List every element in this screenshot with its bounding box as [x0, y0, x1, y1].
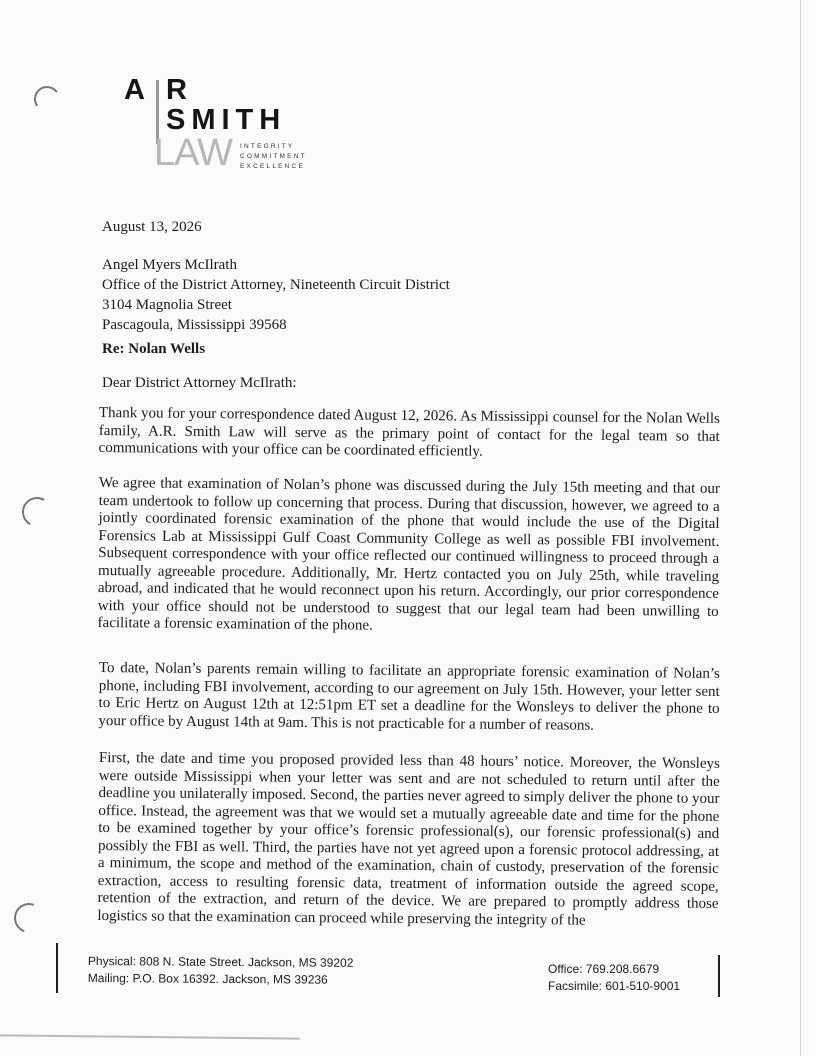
body-paragraph-2: We agree that examination of Nolan’s phone was discussed during the July 15th meeting and that our team undertook to follow up concerning that process. During that discussion, however, we agreed to a jointly coordinated forensic examination of the phone that would include the use of the Digital Forensics Lab at Mississippi Gulf Coast Community College as well as possible FBI involvement. Subsequent correspondence with your office reflected our continued willingness to proceed through a mutually agreeable procedure. Additionally, Mr. Hertz contacted you on July 25th, while traveling abroad, and indicated that he would reconnect upon his return. Accordingly, our prior correspondence with your office should not be understood to suggest that our legal team had been unwilling to facilitate a forensic examination of the phone.: [97, 475, 720, 634]
footer-contact: [548, 961, 680, 995]
logo-letter-a: A: [124, 74, 146, 106]
subject-line: Re: Nolan Wells: [102, 341, 206, 357]
letter-date: August 13, 2026: [102, 219, 202, 235]
recipient-city: Pascagoula, Mississippi 39568: [102, 317, 287, 333]
logo-smith: SMITH: [166, 104, 287, 136]
logo-letter-r: R: [166, 74, 188, 106]
logo-tag-commitment: COMMITMENT: [240, 153, 307, 160]
firm-logo: [122, 74, 332, 184]
footer-mailing-address: Mailing: P.O. Box 16392. Jackson, MS 39236: [87, 970, 328, 987]
footer-divider-left: [56, 943, 58, 993]
scan-edge-bottom: [0, 1034, 300, 1039]
footer-addresses: [88, 953, 354, 989]
punch-hole-middle: [19, 494, 56, 531]
punch-hole-top: [32, 84, 62, 114]
salutation: Dear District Attorney McIlrath:: [102, 375, 297, 391]
recipient-address: [102, 255, 450, 335]
recipient-name: Angel Myers McIlrath: [102, 257, 237, 273]
logo-tagline: [240, 142, 307, 172]
footer-office-phone: Office: 769.208.6679: [548, 962, 660, 976]
body-paragraph-4: First, the date and time you proposed provided less than 48 hours’ notice. Moreover, the Wonsleys were outside Mississippi when your letter was sent and are not scheduled to return until after the deadline you unilaterally imposed. Second, the parties never agreed to simply deliver the phone to your office. Instead, the agreement was that we would set a mutually agreeable date and time for the phone to be examined together by your office’s forensic professional(s), our forensic professional(s) and possibly the FBI as well. Third, the parties have not yet agreed upon a forensic protocol addressing, at a minimum, the scope and method of the examination, chain of custody, preservation of the forensic extraction, access to resulting forensic data, treatment of information outside the agreed scope, retention of the extraction, and return of the device. We are prepared to promptly address those logistics so that the examination can proceed while preserving the integrity of the: [97, 750, 720, 929]
logo-tag-integrity: INTEGRITY: [240, 143, 295, 150]
footer-divider-right: [718, 955, 720, 997]
footer-physical-address: Physical: 808 N. State Street. Jackson, MS 39202: [87, 954, 354, 970]
recipient-street: 3104 Magnolia Street: [102, 297, 232, 313]
logo-law: LAW: [154, 132, 232, 174]
punch-hole-bottom: [9, 898, 49, 938]
body-paragraph-3: To date, Nolan’s parents remain willing to facilitate an appropriate forensic examination of Nolan’s phone, including FBI involvement, according to our agreement on July 15th. However, your letter sent to Eric Hertz on August 12th at 12:51pm ET set a deadline for the Wonsleys to deliver the phone to your office by August 14th at 9am. This is not practicable for a number of reasons.: [98, 660, 720, 734]
footer-fax: Facsimile: 601-510-9001: [548, 979, 681, 993]
body-paragraph-1: Thank you for your correspondence dated August 12, 2026. As Mississippi counsel for the Nolan Wells family, A.R. Smith Law will serve as the primary point of contact for the legal team so that communications with your office can be coordinated efficiently.: [98, 405, 720, 460]
logo-tag-excellence: EXCELLENCE: [240, 163, 305, 170]
recipient-office: Office of the District Attorney, Nineteenth Circuit District: [102, 277, 450, 293]
scan-edge-right: [800, 0, 801, 1056]
